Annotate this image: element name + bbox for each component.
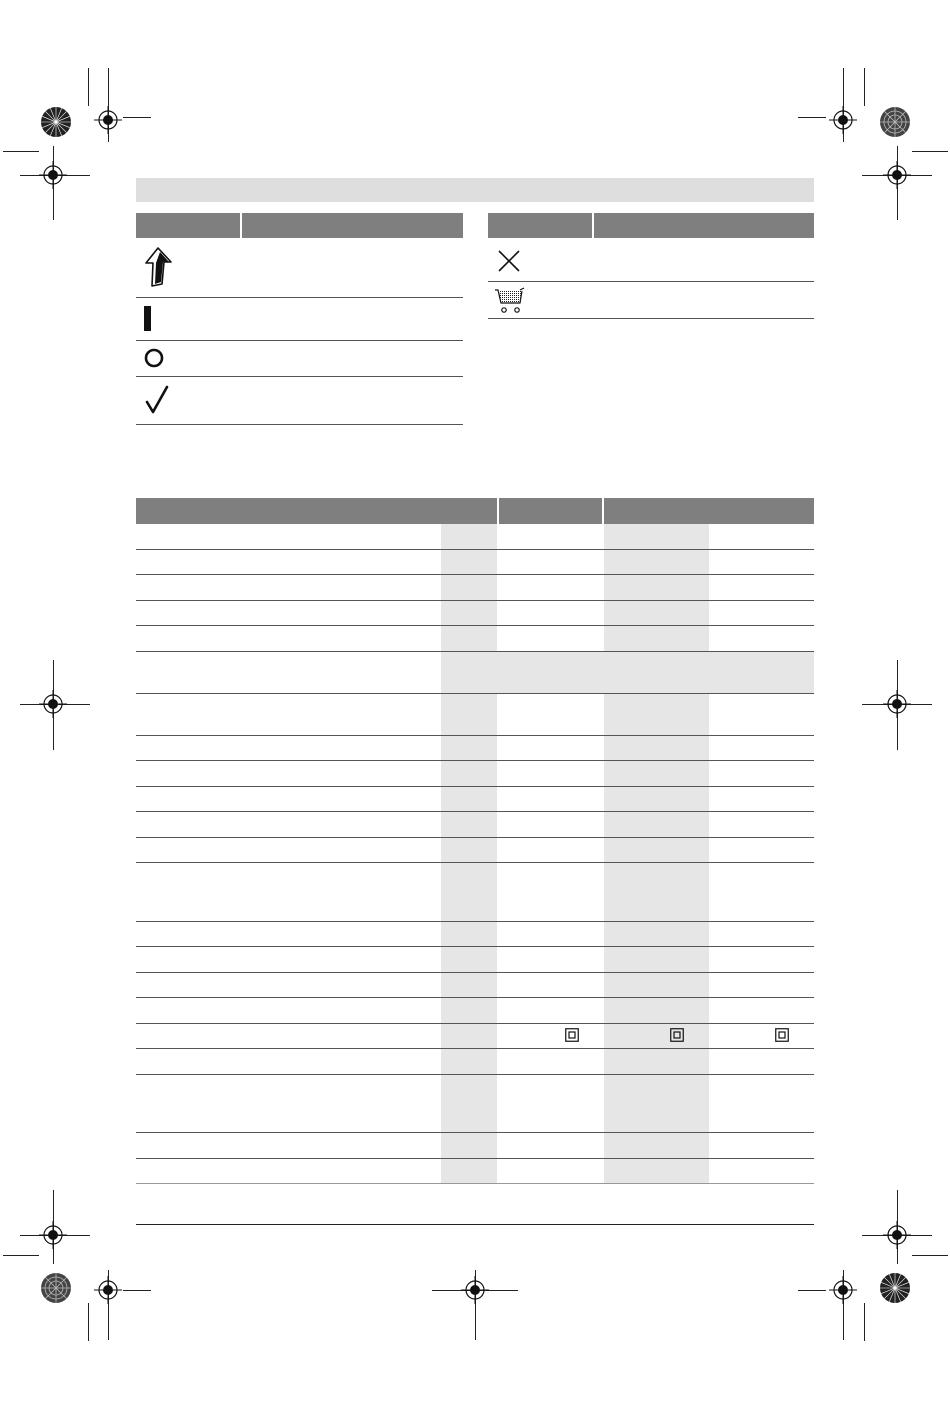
row-divider <box>136 600 814 601</box>
rosette-mark-icon <box>879 106 911 138</box>
row-divider <box>136 651 814 652</box>
registration-target-icon <box>461 1276 489 1304</box>
rosette-mark-icon <box>879 1272 911 1304</box>
protection-class-ii-icon <box>775 1028 789 1042</box>
crop-mark <box>864 1303 865 1341</box>
shaded-column <box>441 694 497 1184</box>
crop-mark <box>864 68 865 106</box>
registration-target-icon <box>39 161 67 189</box>
cross-icon <box>496 248 522 274</box>
spec-header-divider <box>602 498 604 524</box>
row-divider <box>136 376 463 377</box>
registration-target-icon <box>883 161 911 189</box>
legend-left-header-divider <box>240 213 242 238</box>
protection-class-ii-icon <box>670 1028 684 1042</box>
crop-mark <box>912 1255 948 1256</box>
spec-table-header <box>136 498 814 524</box>
row-divider <box>136 625 814 626</box>
row-divider <box>136 946 814 947</box>
crop-mark <box>798 117 826 118</box>
crop-mark <box>912 151 948 152</box>
registration-target-icon <box>39 1221 67 1249</box>
registration-target-icon <box>829 106 857 134</box>
row-divider <box>136 997 814 998</box>
row-divider <box>136 1023 814 1024</box>
row-divider <box>488 281 814 282</box>
row-divider <box>136 340 463 341</box>
row-divider <box>136 862 814 863</box>
row-divider <box>136 574 814 575</box>
legend-right-header <box>488 213 814 238</box>
row-divider <box>136 837 814 838</box>
on-bar-icon <box>144 306 151 331</box>
page-header-band <box>136 178 814 202</box>
row-divider <box>136 1132 814 1133</box>
shopping-cart-icon <box>494 287 526 315</box>
checkmark-icon <box>143 384 171 416</box>
row-divider <box>136 735 814 736</box>
row-divider <box>136 1074 814 1075</box>
shaded-column <box>604 694 709 1184</box>
row-divider <box>136 693 814 694</box>
row-divider <box>136 811 814 812</box>
registration-target-icon <box>94 1276 122 1304</box>
legend-left-header <box>136 213 463 238</box>
row-divider <box>136 972 814 973</box>
crop-mark <box>123 1290 151 1291</box>
registration-target-icon <box>883 690 911 718</box>
legend-right-header-divider <box>592 213 594 238</box>
spec-header-divider <box>497 498 499 524</box>
row-divider <box>136 921 814 922</box>
registration-target-icon <box>883 1221 911 1249</box>
crop-mark <box>123 117 151 118</box>
protection-class-ii-icon <box>565 1028 579 1042</box>
footer-rule <box>136 1224 814 1225</box>
shaded-column <box>441 524 497 652</box>
row-divider <box>136 1183 814 1184</box>
row-divider <box>136 786 814 787</box>
registration-target-icon <box>829 1276 857 1304</box>
rosette-mark-icon <box>40 106 72 138</box>
registration-target-icon <box>94 106 122 134</box>
registration-target-icon <box>39 690 67 718</box>
row-divider <box>136 424 463 425</box>
row-divider <box>136 1158 814 1159</box>
row-divider <box>488 318 814 319</box>
row-divider <box>136 549 814 550</box>
crop-mark <box>3 151 39 152</box>
rosette-mark-icon <box>40 1272 72 1304</box>
shaded-merged-row <box>441 652 814 694</box>
shaded-column <box>604 524 709 652</box>
row-divider <box>136 1048 814 1049</box>
row-divider <box>136 760 814 761</box>
crop-mark <box>88 1303 89 1341</box>
up-arrow-icon <box>143 246 173 288</box>
off-circle-icon <box>143 347 165 369</box>
crop-mark <box>88 68 89 106</box>
crop-mark <box>3 1255 39 1256</box>
crop-mark <box>798 1290 826 1291</box>
row-divider <box>136 297 463 298</box>
